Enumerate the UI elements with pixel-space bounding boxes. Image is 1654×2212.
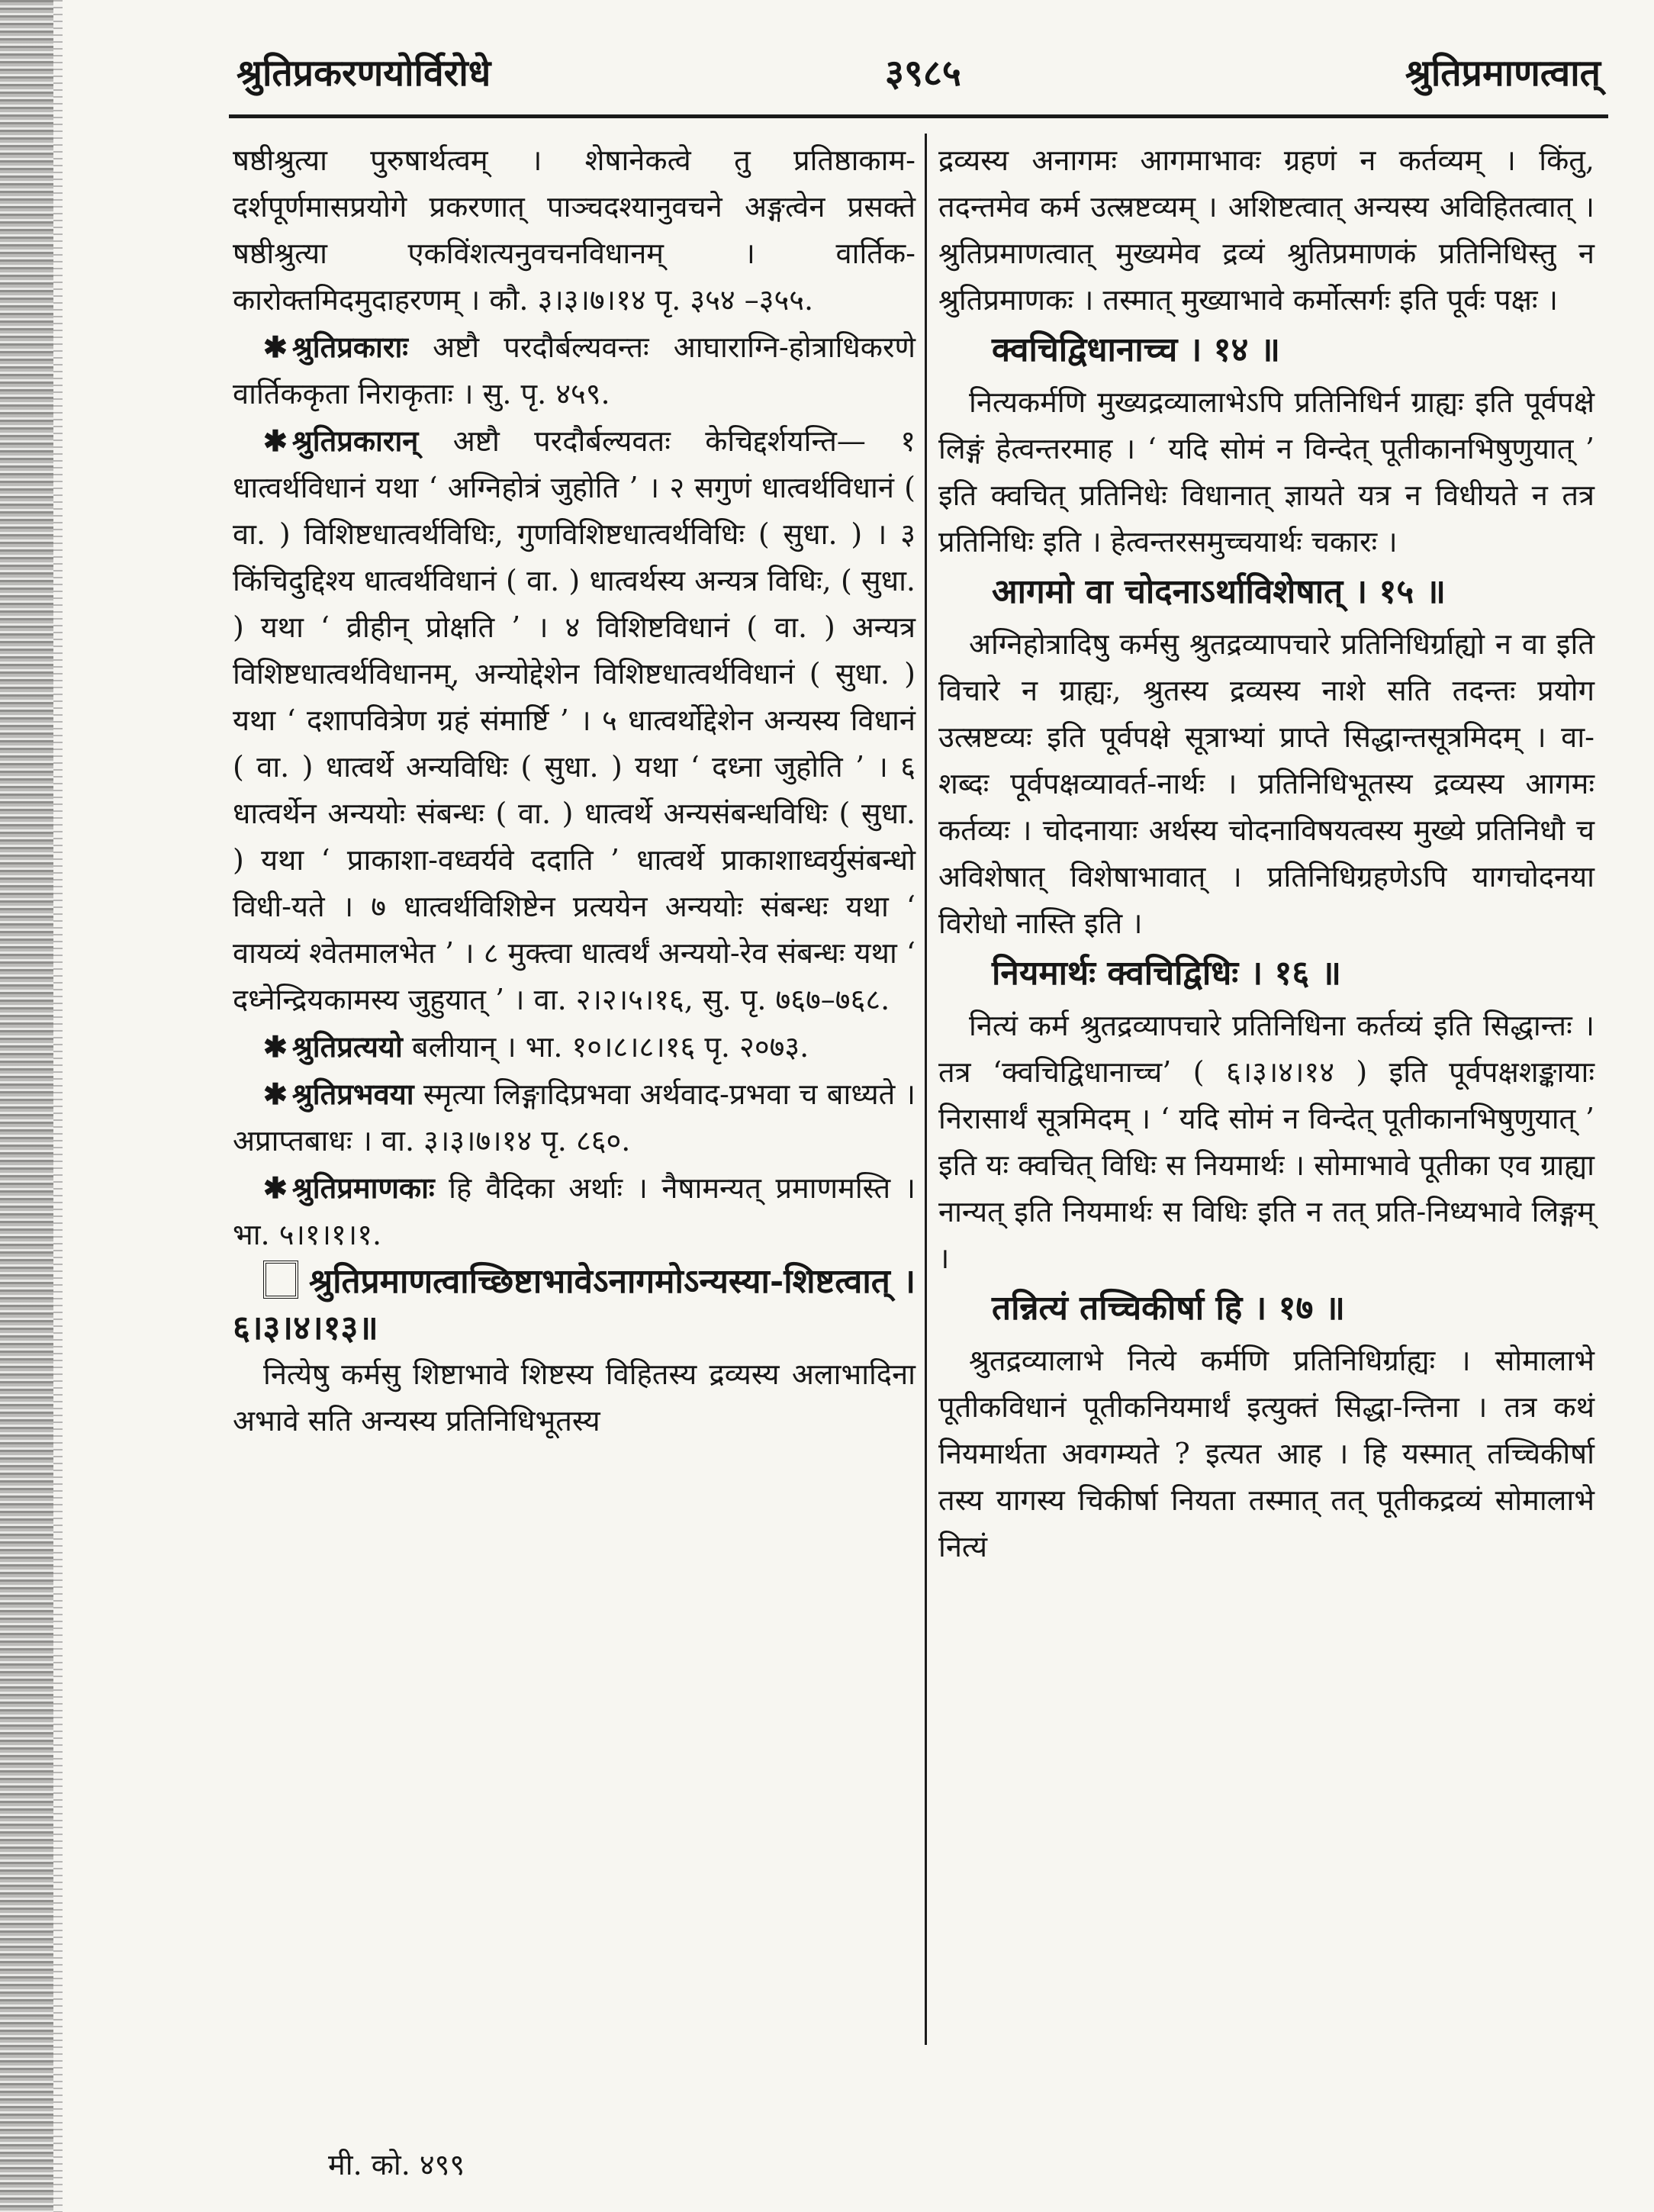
paragraph: नित्यकर्मणि मुख्यद्रव्यालाभेऽपि प्रतिनिधिर्न ग्राह्यः इति पूर्वपक्षे लिङ्गं हेत्वन्तरमाह । ‘ यदि सोमं न विन्देत् पूतीकानभिषुणुयात् ’ इति क्वचित् प्रतिनिधेः विधानात् ज्ञायते यत्र न विधीयते न तत्र प्रतिनिधिः इति । हेत्वन्तरसमुच्चयार्थः चकारः । — [938, 385, 1594, 559]
entry-headword: श्रुतिप्रभवया — [291, 1077, 414, 1111]
dictionary-entry — [233, 417, 915, 1023]
entry-text: स्मृत्या लिङ्गादिप्रभवा अर्थवाद-प्रभवा च बाध्यते । अप्राप्तबाधः । वा. ३।३।७।१४ पृ. ८६०. — [233, 1077, 915, 1158]
sutra-text: श्रुतिप्रमाणत्वाच्छिष्टाभावेऽनागमोऽन्यस्या-शिष्टत्वात् । ६।३।४।१३॥ — [233, 1262, 915, 1347]
dictionary-entry — [233, 1071, 915, 1164]
header-right-keyword: श्रुतिप्रमाणत्वात् — [1405, 52, 1601, 95]
asterisk-icon: ✱ — [263, 330, 288, 364]
asterisk-icon: ✱ — [263, 423, 288, 458]
paragraph: श्रुतद्रव्यालाभे नित्ये कर्मणि प्रतिनिधिर्ग्राह्यः । सोमालाभे पूतीकविधानं पूतीकनियमार्थं इत्युक्तं सिद्धा-न्तिना । तत्र कथं नियमार्थता अवगम्यते ? इत्यत आह । हि यस्मात् तच्चिकीर्षा तस्य यागस्य चिकीर्षा नियता तस्मात् तत् पूतीकद्रव्यं सोमालाभे नित्यं — [938, 1344, 1594, 1563]
page-footer-signature: मी. को. ४९९ — [328, 2148, 465, 2181]
sutra-heading: आगमो वा चोदनाऽर्थाविशेषात् । १५ ॥ — [992, 572, 1446, 611]
right-column — [938, 137, 1594, 1570]
sutra-heading: नियमार्थः क्वचिद्विधिः । १६ ॥ — [992, 954, 1341, 993]
sutra-marker-icon — [263, 1261, 298, 1299]
sutra-heading: तन्नित्यं तच्चिकीर्षा हि । १७ ॥ — [992, 1289, 1345, 1328]
entry-text: बलीयान् । भा. १०।८।८।१६ पृ. २०७३. — [411, 1030, 809, 1064]
left-column — [233, 137, 915, 1444]
entry-headword: श्रुतिप्रकारान् — [291, 423, 419, 458]
paragraph: नित्यं कर्म श्रुतद्रव्यापचारे प्रतिनिधिना कर्तव्यं इति सिद्धान्तः । तत्र ‘क्वचिद्विधानाच्च’ ( ६।३।४।१४ ) इति पूर्वपक्षशङ्कायाः निरासार्थं सूत्रमिदम् । ‘ यदि सोमं न विन्देत् पूतीकानभिषुणुयात् ’ इति यः क्वचित् विधिः स नियमार्थः । सोमाभावे पूतीका एव ग्राह्या नान्यत् इति नियमार्थः स विधिः इति न तत् प्रति-निध्यभावे लिङ्गम् । — [938, 1009, 1594, 1275]
paragraph: षष्ठीश्रुत्या पुरुषार्थत्वम् । शेषानेकत्वे तु प्रतिष्ठाकाम-दर्शपूर्णमासप्रयोगे प्रकरणात् पाञ्चदश्यानुवचने अङ्गत्वेन प्रसक्ते षष्ठीश्रुत्या एकविंशत्यनुवचनविधानम् । वार्तिक-कारोक्तमिदमुदाहरणम् । कौ. ३।३।७।१४ पृ. ३५४ –३५५. — [233, 143, 915, 317]
entry-headword: श्रुतिप्रमाणकाः — [291, 1170, 435, 1205]
dictionary-entry — [233, 324, 915, 417]
header-left-keyword: श्रुतिप्रकरणयोर्विरोधे — [237, 52, 491, 95]
entry-headword: श्रुतिप्रत्ययो — [291, 1029, 403, 1064]
page-binding-edge — [0, 0, 53, 2212]
page-number: ३९८५ — [885, 52, 961, 95]
entry-text: अष्टौ परदौर्बल्यवतः केचिद्दर्शयन्ति— १ धात्वर्थविधानं यथा ‘ अग्निहोत्रं जुहोति ’ । २ सगुणं धात्वर्थविधानं ( वा. ) विशिष्टधात्वर्थविधिः, गुणविशिष्टधात्वर्थविधिः ( सुधा. ) । ३ किंचिदुद्दिश्य धात्वर्थविधानं ( वा. ) धात्वर्थस्य अन्यत्र विधिः, ( सुधा. ) यथा ‘ व्रीहीन् प्रोक्षति ’ । ४ विशिष्टविधानं ( वा. ) अन्यत्र विशिष्टधात्वर्थविधानम्, अन्योद्देशेन विशिष्टधात्वर्थविधानं ( सुधा. ) यथा ‘ दशापवित्रेण ग्रहं संमार्ष्टि ’ । ५ धात्वर्थोद्देशेन अन्यस्य विधानं ( वा. ) धात्वर्थे अन्यविधिः ( सुधा. ) यथा ‘ दध्ना जुहोति ’ । ६ धात्वर्थेन अन्ययोः संबन्धः ( वा. ) धात्वर्थे अन्यसंबन्धविधिः ( सुधा. ) यथा ‘ प्राकाशा-वध्वर्यवे ददाति ’ धात्वर्थे प्राकाशाध्वर्युसंबन्धो विधी-यते । ७ धात्वर्थविशिष्टेन प्रत्ययेन अन्ययोः संबन्धः यथा ‘ वायव्यं श्वेतमालभेत ’ । ८ मुक्त्वा धात्वर्थं अन्ययो-रेव संबन्धः यथा ‘ दध्नेन्द्रियकामस्य जुहुयात् ’ । वा. २।२।५।१६, सु. पृ. ७६७–७६८. — [233, 424, 915, 1016]
page-binding-stitch — [53, 0, 63, 2212]
entry-text: हि वैदिका अर्थाः । नैषामन्यत् प्रमाणमस्ति । भा. ५।१।१।१. — [233, 1171, 915, 1251]
entry-text: अष्टौ परदौर्बल्यवन्तः आघाराग्नि-होत्राधिकरणे वार्तिककृता निराकृताः । सु. पृ. ४५९. — [233, 330, 915, 411]
dictionary-entry — [233, 1023, 915, 1071]
entry-headword: श्रुतिप्रकाराः — [291, 330, 408, 364]
sutra-heading: क्वचिद्विधानाच्च । १४ ॥ — [992, 330, 1281, 369]
sutra-heading — [233, 1258, 915, 1351]
asterisk-icon: ✱ — [263, 1029, 288, 1064]
asterisk-icon: ✱ — [263, 1170, 288, 1205]
paragraph: नित्येषु कर्मसु शिष्टाभावे शिष्टस्य विहितस्य द्रव्यस्य अलाभादिना अभावे सति अन्यस्य प्रतिनिधिभूतस्य — [233, 1357, 915, 1438]
dictionary-entry — [233, 1164, 915, 1258]
paragraph: अग्निहोत्रादिषु कर्मसु श्रुतद्रव्यापचारे प्रतिनिधिर्ग्राह्यो न वा इति विचारे न ग्राह्यः, श्रुतस्य द्रव्यस्य नाशे सति तदन्तः प्रयोग उत्स्रष्टव्यः इति पूर्वपक्षे सूत्राभ्यां प्राप्ते सिद्धान्तसूत्रमिदम् । वा-शब्दः पूर्वपक्षव्यावर्त-नार्थः । प्रतिनिधिभूतस्य द्रव्यस्य आगमः कर्तव्यः । चोदनायाः अर्थस्य चोदनाविषयत्वस्य मुख्ये प्रतिनिधौ च अविशेषात् विशेषाभावात् । प्रतिनिधिग्रहणेऽपि यागचोदनया विरोधो नास्ति इति । — [938, 627, 1594, 940]
page-header — [229, 31, 1608, 118]
column-divider — [925, 134, 927, 2045]
asterisk-icon: ✱ — [263, 1077, 288, 1111]
paragraph: द्रव्यस्य अनागमः आगमाभावः ग्रहणं न कर्तव्यम् । किंतु, तदन्तमेव कर्म उत्स्रष्टव्यम् । अशिष्टत्वात् अन्यस्य अविहितत्वात् । श्रुतिप्रमाणत्वात् मुख्यमेव द्रव्यं श्रुतिप्रमाणकं प्रतिनिधिस्तु न श्रुतिप्रमाणकः । तस्मात् मुख्याभावे कर्मोत्सर्गः इति पूर्वः पक्षः । — [938, 143, 1594, 317]
